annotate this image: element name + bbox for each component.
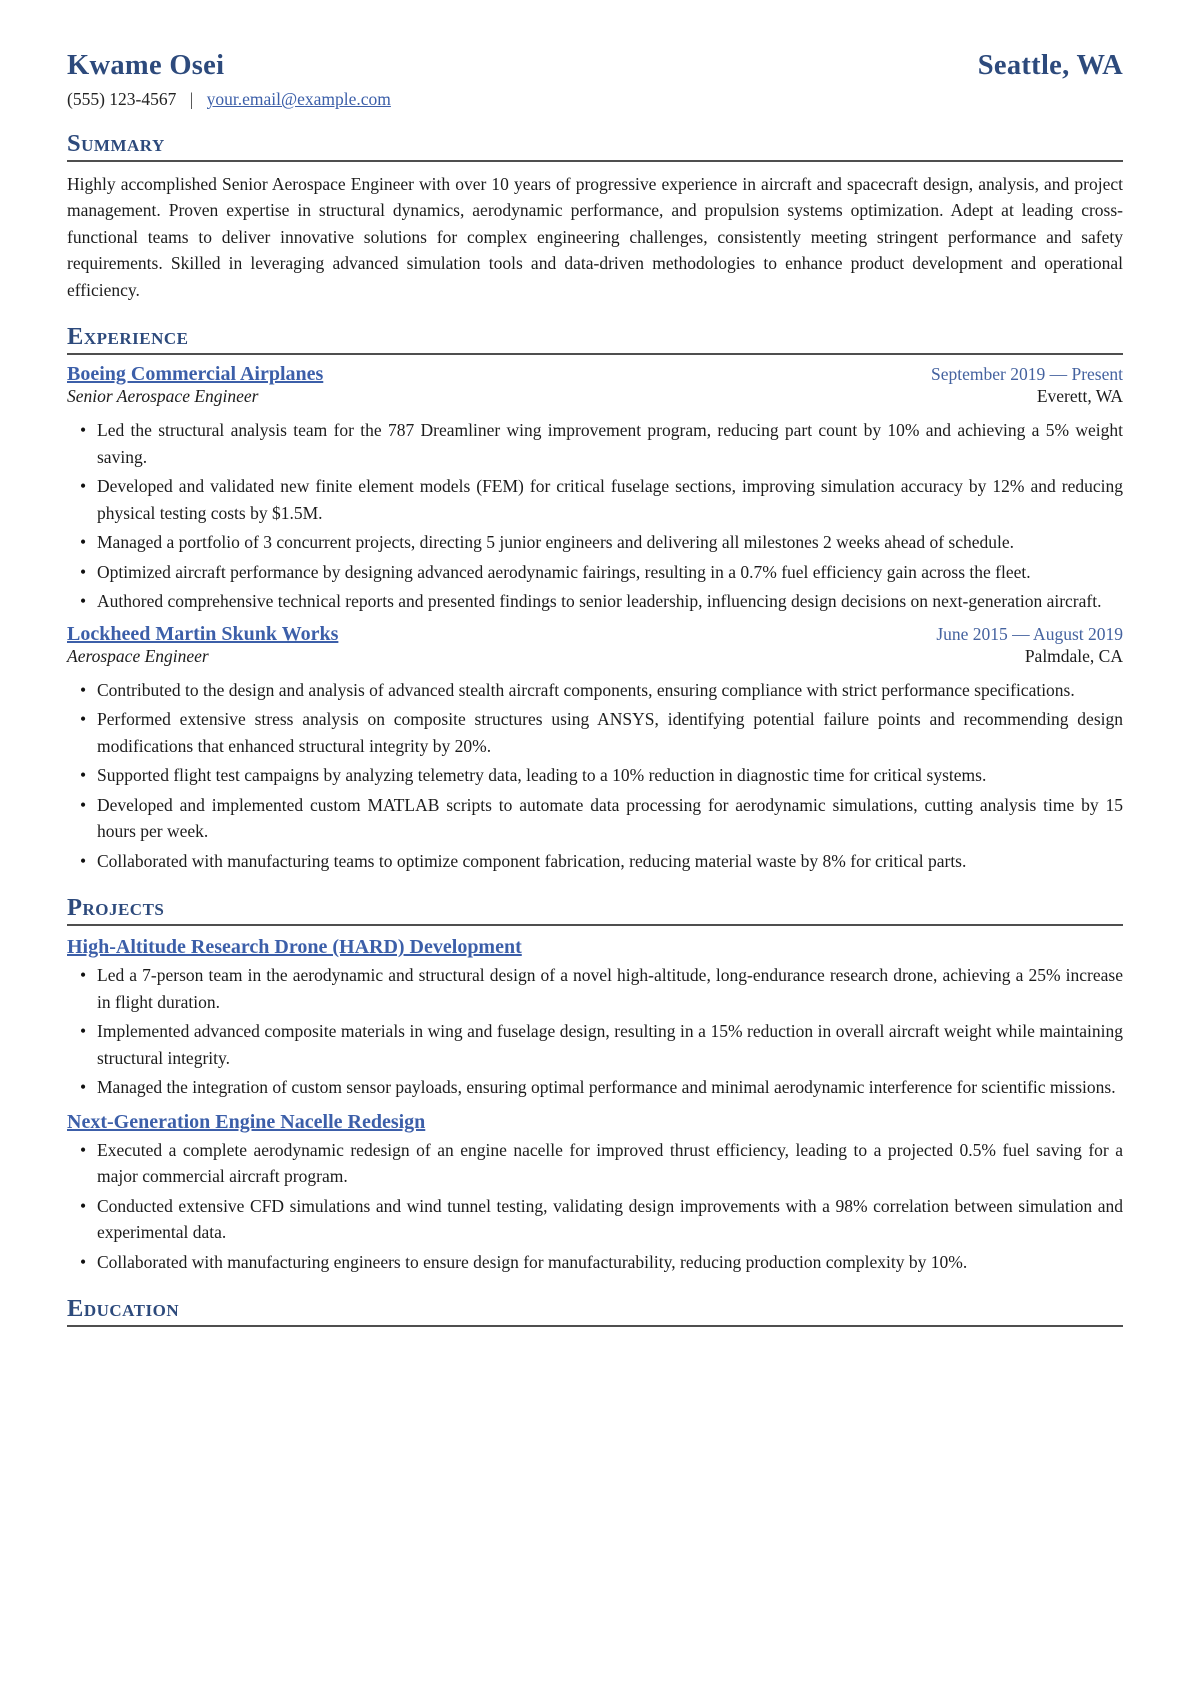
job-header-row (67, 363, 1123, 386)
job-header-row (67, 623, 1123, 646)
section-divider (67, 895, 1123, 926)
bullet-item: • Collaborated with manufacturing teams to optimize component fabrication, reducing material waste by 8% for critical parts. (97, 848, 1123, 875)
company-name[interactable]: Boeing Commercial Airplanes (67, 363, 324, 386)
job-entry (67, 363, 1123, 615)
job-bullets (67, 417, 1123, 615)
bullet-item: • Managed the integration of custom sensor payloads, ensuring optimal performance and minimal aerodynamic interference for scientific missions. (97, 1074, 1123, 1101)
section-projects (67, 895, 1123, 1275)
job-bullets (67, 677, 1123, 875)
resume-header (67, 50, 1123, 82)
section-education (67, 1296, 1123, 1327)
job-list (67, 363, 1123, 874)
bullet-item: • Contributed to the design and analysis of advanced stealth aircraft components, ensuring compliance with strict performance specifications. (97, 677, 1123, 704)
job-location: Everett, WA (1036, 386, 1123, 407)
header-location: Seattle, WA (977, 50, 1123, 81)
section-summary (67, 131, 1123, 303)
project-entry (67, 936, 1123, 1101)
project-bullets (67, 1137, 1123, 1276)
job-role: Aerospace Engineer (67, 645, 209, 666)
section-title-education: Education (67, 1295, 180, 1323)
company-name[interactable]: Lockheed Martin Skunk Works (67, 622, 339, 645)
bullet-item: • Conducted extensive CFD simulations and wind tunnel testing, validating design improvements with a 98% correlation between simulation and experimental data. (97, 1193, 1123, 1246)
summary-text: Highly accomplished Senior Aerospace Engineer with over 10 years of progressive experience in aircraft and spacecraft design, analysis, and project management. Proven expertise in structural dynamics, aerodynamic performance, and propulsion systems optimization. Adept at leading cross-functional teams to deliver innovative solutions for complex engineering challenges, consistently meeting stringent performance and safety requirements. Skilled in leveraging advanced simulation tools and data-driven methodologies to enhance product development and operational efficiency. (67, 173, 1123, 300)
bullet-item: • Implemented advanced composite materials in wing and fuselage design, resulting in a 15% reduction in overall aircraft weight while maintaining structural integrity. (97, 1018, 1123, 1071)
job-subheader-row (67, 646, 1123, 667)
phone-number: (555) 123-4567 (67, 89, 177, 109)
section-title-summary: Summary (67, 130, 165, 157)
bullet-item: • Developed and validated new finite element models (FEM) for critical fuselage sections, improving simulation accuracy by 12% and reducing physical testing costs by $1.5M. (97, 473, 1123, 526)
section-title-projects: Projects (67, 894, 165, 922)
project-name[interactable]: Next-Generation Engine Nacelle Redesign (67, 1110, 426, 1133)
page-title: Kwame Osei (67, 50, 225, 81)
contact-row (67, 89, 1123, 110)
section-divider (67, 131, 1123, 162)
section-divider (67, 324, 1123, 355)
bullet-item: • Managed a portfolio of 3 concurrent projects, directing 5 junior engineers and delivering all milestones 2 weeks ahead of schedule. (97, 529, 1123, 556)
section-divider (67, 1296, 1123, 1327)
bullet-item: • Collaborated with manufacturing engineers to ensure design for manufacturability, reducing production complexity by 10%. (97, 1249, 1123, 1276)
bullet-item: • Optimized aircraft performance by designing advanced aerodynamic fairings, resulting in a 0.7% fuel efficiency gain across the fleet. (97, 559, 1123, 586)
bullet-item: • Supported flight test campaigns by analyzing telemetry data, leading to a 10% reduction in diagnostic time for critical systems. (97, 762, 1123, 789)
bullet-item: • Developed and implemented custom MATLAB scripts to automate data processing for aerodynamic simulations, cutting analysis time by 15 hours per week. (97, 792, 1123, 845)
bullet-item: • Executed a complete aerodynamic redesign of an engine nacelle for improved thrust efficiency, leading to a projected 0.5% fuel saving for a major commercial aircraft program. (97, 1137, 1123, 1190)
email-link[interactable]: your.email@example.com (206, 89, 391, 109)
bullet-item: • Performed extensive stress analysis on composite structures using ANSYS, identifying potential failure points and recommending design modifications that enhanced structural integrity by 20%. (97, 706, 1123, 759)
job-subheader-row (67, 386, 1123, 407)
job-dates: June 2015 — August 2019 (936, 623, 1123, 644)
bullet-item: • Authored comprehensive technical reports and presented findings to senior leadership, influencing design decisions on next-generation aircraft. (97, 588, 1123, 615)
job-dates: September 2019 — Present (931, 364, 1123, 385)
bullet-item: • Led a 7-person team in the aerodynamic and structural design of a novel high-altitude, long-endurance research drone, achieving a 25% increase in flight duration. (97, 962, 1123, 1015)
job-role: Senior Aerospace Engineer (67, 386, 259, 407)
contact-separator: | (189, 89, 194, 109)
project-name[interactable]: High-Altitude Research Drone (HARD) Development (67, 936, 522, 959)
project-header-row (67, 936, 1123, 959)
bullet-item: • Led the structural analysis team for the 787 Dreamliner wing improvement program, reducing part count by 10% and achieving a 5% weight saving. (97, 417, 1123, 470)
job-location: Palmdale, CA (1024, 645, 1123, 666)
section-title-experience: Experience (67, 323, 189, 351)
project-bullets (67, 962, 1123, 1101)
job-entry (67, 623, 1123, 875)
project-entry (67, 1111, 1123, 1276)
section-experience (67, 324, 1123, 874)
project-header-row (67, 1111, 1123, 1134)
project-list (67, 936, 1123, 1275)
